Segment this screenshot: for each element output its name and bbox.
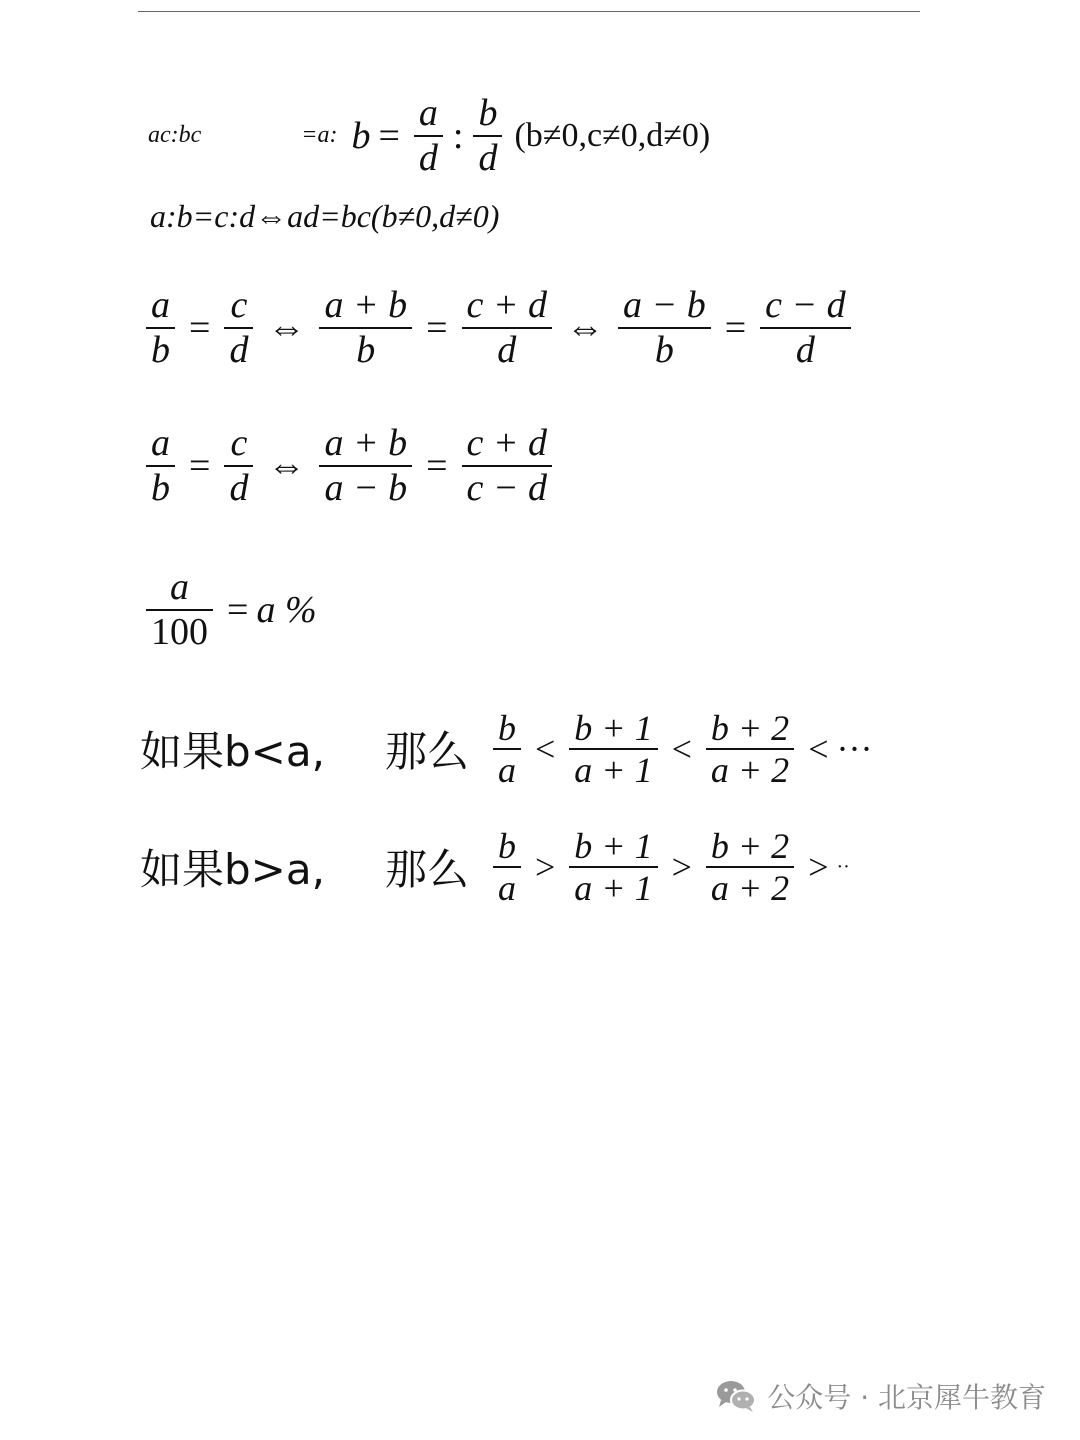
fraction-a-over-d [414,92,443,179]
var-b: b [351,114,371,157]
denominator: a + 1 [574,750,653,791]
greater-than-sign: > [671,847,692,888]
numerator: a [418,92,438,134]
denominator: c − d [466,466,548,509]
inequality-chain-b-less-a [140,708,872,791]
denominator: a [497,868,516,909]
fraction [146,422,175,509]
less-than-sign: < [534,729,556,770]
condition-text: 如果b>a, [140,845,325,895]
iff-arrow: ⇔ [267,306,306,349]
less-than-sign: < [671,729,692,770]
equals-sign: = [724,306,747,349]
iff-arrow: ⇔ [566,306,605,349]
fraction [493,708,521,791]
denominator: d [418,136,438,179]
denominator: b [151,328,170,371]
sum-difference-proportion [140,284,857,371]
denominator: d [478,136,498,179]
fraction [319,422,412,509]
numerator: b [497,708,516,748]
denominator: a + 2 [710,750,790,791]
inequality-chain-b-greater-a [140,826,850,909]
denominator: d [795,328,815,371]
numerator: b + 2 [710,826,790,866]
ellipsis: ·· [836,855,850,878]
fraction [618,284,711,371]
ratio-sum-over-difference [140,422,558,509]
numerator: a [151,422,170,464]
numerator: b + 1 [574,826,653,866]
numerator: c [230,422,248,464]
equals-sign: = [426,444,448,487]
ellipsis: ··· [836,729,873,770]
denominator: d [497,328,517,371]
equals-sign: = [227,588,249,631]
denominator: 100 [151,610,208,653]
watermark-text: 公众号 · 北京犀牛教育 [767,1381,1046,1414]
numerator: b + 2 [710,708,790,748]
numerator: a [151,284,170,326]
fraction [224,284,253,371]
equals-sign: = [189,444,211,487]
numerator: c [230,284,248,326]
ratio-formula-line [148,92,710,179]
top-rule [138,11,920,12]
equals-sign: = [426,306,448,349]
ratio-mid: =a: [301,122,338,149]
numerator: b [497,826,516,866]
fraction [462,284,553,371]
numerator: a + b [324,422,408,464]
denominator: b [654,328,674,371]
condition: (b≠0,c≠0,d≠0) [514,116,711,154]
denominator: b [356,328,376,371]
fraction [569,708,657,791]
fraction [224,422,253,509]
numerator: a [170,566,189,608]
fraction [146,284,175,371]
numerator: c − d [765,284,846,326]
numerator: c + d [466,284,548,326]
denominator: a + 1 [574,868,653,909]
fraction [706,826,794,909]
greater-than-sign: > [534,847,556,888]
iff-arrow: ⇔ [267,444,306,487]
cross-product-text: a:b=c:d⇔ad=bc(b≠0,d≠0) [150,198,500,234]
fraction [569,826,657,909]
percent-formula [140,566,317,653]
then-text: 那么 [384,727,469,777]
then-text: 那么 [384,845,469,895]
greater-than-sign: > [808,847,829,888]
fraction [706,708,794,791]
fraction [493,826,521,909]
cross-product-formula [150,198,499,235]
numerator: b [478,92,498,134]
less-than-sign: < [808,729,829,770]
denominator: b [151,466,170,509]
denominator: d [229,328,249,371]
percent-value: a % [256,588,317,631]
equals-sign: = [189,306,211,349]
numerator: a − b [623,284,706,326]
denominator: a + 2 [710,868,790,909]
ratio-left: ac:bc [148,122,202,149]
numerator: c + d [466,422,548,464]
watermark [715,1376,1046,1416]
fraction [319,284,412,371]
colon: : [452,114,464,157]
denominator: a − b [324,466,408,509]
fraction [462,422,553,509]
fraction-b-over-d [473,92,502,179]
fraction [760,284,851,371]
numerator: b + 1 [574,708,653,748]
fraction-a-over-100 [146,566,213,653]
equals-sign: = [378,114,400,157]
denominator: d [229,466,249,509]
denominator: a [497,750,516,791]
condition-text: 如果b<a, [140,727,325,777]
wechat-icon [715,1378,757,1414]
numerator: a + b [324,284,408,326]
